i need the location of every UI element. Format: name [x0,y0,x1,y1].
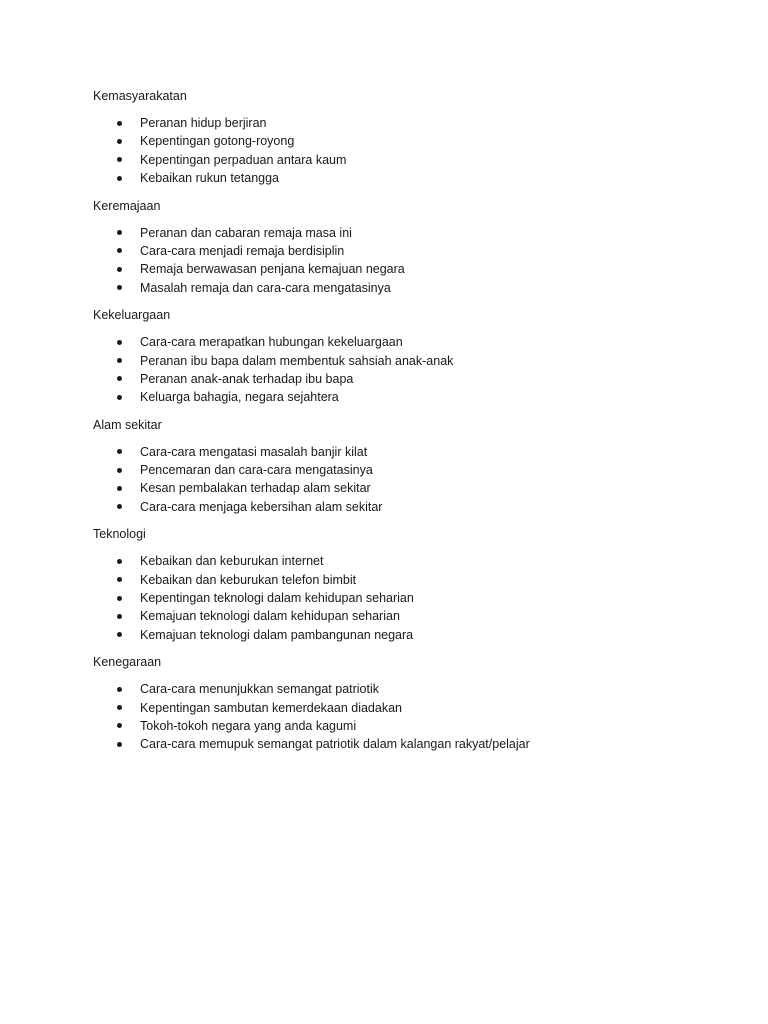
bullet-icon [117,486,122,491]
list-item [93,260,713,278]
bullet-list [93,680,713,754]
bullet-icon [117,157,122,162]
bullet-icon [117,449,122,454]
section-alam-sekitar [93,416,713,517]
section-kenegaraan [93,653,713,754]
list-item-text: Cara-cara menunjukkan semangat patriotik [140,682,380,697]
list-item [93,151,713,169]
list-item-text: Cara-cara menjadi remaja berdisiplin [140,243,345,258]
bullet-list [93,333,713,407]
list-item-text: Kemajuan teknologi dalam kehidupan seharian [140,609,400,624]
bullet-icon [117,340,122,345]
list-item [93,352,713,370]
list-item [93,498,713,516]
list-item [93,370,713,388]
list-item [93,735,713,753]
bullet-icon [117,504,122,509]
list-item [93,333,713,351]
list-item [93,132,713,150]
list-item [93,388,713,406]
list-item-text: Masalah remaja dan cara-cara mengatasinya [140,280,391,295]
list-item-text: Peranan dan cabaran remaja masa ini [140,225,352,240]
section-kekeluargaan [93,306,713,407]
list-item-text: Tokoh-tokoh negara yang anda kagumi [140,718,357,733]
bullet-icon [117,577,122,582]
list-item [93,479,713,497]
bullet-icon [117,723,122,728]
bullet-icon [117,705,122,710]
bullet-icon [117,230,122,235]
list-item [93,279,713,297]
bullet-icon [117,267,122,272]
bullet-list [93,443,713,517]
list-item [93,461,713,479]
list-item-text: Keluarga bahagia, negara sejahtera [140,390,339,405]
bullet-icon [117,632,122,637]
section-keremajaan [93,197,713,298]
list-item [93,242,713,260]
bullet-icon [117,248,122,253]
section-teknologi [93,525,713,644]
list-item [93,680,713,698]
list-item-text: Remaja berwawasan penjana kemajuan negara [140,262,405,277]
list-item-text: Peranan hidup berjiran [140,116,267,130]
bullet-icon [117,121,122,126]
bullet-list [93,114,713,188]
bullet-icon [117,376,122,381]
bullet-icon [117,614,122,619]
bullet-icon [117,395,122,400]
list-item [93,699,713,717]
list-item-text: Cara-cara merapatkan hubungan kekeluargaan [140,335,403,350]
bullet-icon [117,559,122,564]
bullet-icon [117,742,122,747]
section-kemasyarakatan [93,87,713,188]
list-item-text: Cara-cara memupuk semangat patriotik dalam kalangan rakyat/pelajar [140,737,530,752]
section-title: Kemasyarakatan [93,89,187,103]
list-item [93,589,713,607]
bullet-icon [117,687,122,692]
list-item [93,552,713,570]
list-item [93,717,713,735]
list-item [93,443,713,461]
list-item [93,114,713,132]
section-title: Kenegaraan [93,655,162,670]
section-title: Teknologi [93,527,146,542]
list-item-text: Cara-cara menjaga kebersihan alam sekitar [140,499,383,514]
list-item-text: Cara-cara mengatasi masalah banjir kilat [140,444,368,459]
bullet-list [93,552,713,644]
list-item-text: Kebaikan dan keburukan telefon bimbit [140,572,357,587]
bullet-icon [117,596,122,601]
bullet-list [93,224,713,298]
list-item [93,224,713,242]
list-item-text: Kepentingan teknologi dalam kehidupan seharian [140,591,414,606]
list-item-text: Kesan pembalakan terhadap alam sekitar [140,481,371,496]
list-item-text: Kebaikan rukun tetangga [140,171,279,186]
list-item-text: Kepentingan gotong-royong [140,134,295,149]
section-title: Kekeluargaan [93,308,171,323]
list-item-text: Pencemaran dan cara-cara mengatasinya [140,463,373,478]
list-item [93,607,713,625]
bullet-icon [117,468,122,473]
bullet-icon [117,358,122,363]
bullet-icon [117,176,122,181]
bullet-icon [117,139,122,144]
section-title: Keremajaan [93,198,161,213]
document-content [93,87,713,763]
list-item-text: Peranan anak-anak terhadap ibu bapa [140,371,354,386]
list-item-text: Kemajuan teknologi dalam pambangunan negara [140,627,414,642]
list-item [93,169,713,187]
list-item-text: Kepentingan perpaduan antara kaum [140,152,347,167]
section-title: Alam sekitar [93,417,162,432]
list-item-text: Kepentingan sambutan kemerdekaan diadakan [140,700,402,715]
bullet-icon [117,285,122,290]
list-item [93,626,713,644]
list-item-text: Peranan ibu bapa dalam membentuk sahsiah anak-anak [140,353,454,368]
list-item [93,571,713,589]
list-item-text: Kebaikan dan keburukan internet [140,554,324,569]
